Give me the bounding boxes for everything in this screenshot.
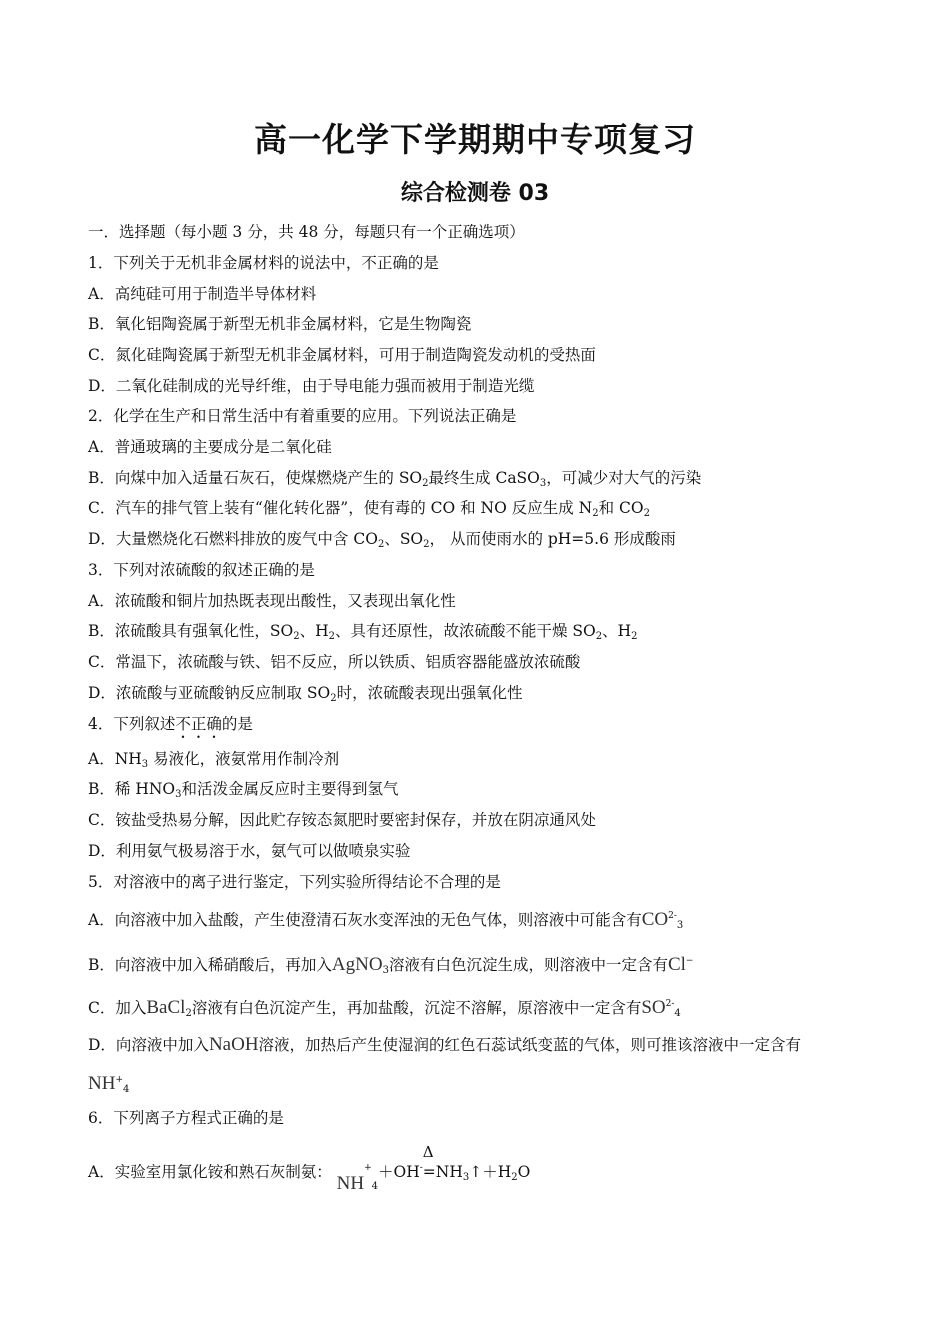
superscript: 2- [665, 999, 675, 1009]
subscript: 3 [539, 478, 547, 489]
document-line [88, 1035, 801, 1055]
text: ，可减少对大气的污染 [546, 469, 702, 487]
chemical-formula: NaOH [208, 1034, 259, 1055]
document-line [88, 498, 650, 524]
superscript: + [115, 1075, 123, 1085]
document-line [88, 314, 471, 334]
text: 溶液，加热后产生使湿润的红色石蕊试纸变蓝的气体，则可推该溶液中一定含有 [258, 1036, 802, 1054]
text: 、具有还原性，故浓硫酸不能干燥 SO [335, 622, 596, 640]
document-line [88, 437, 332, 457]
text: B．氧化铝陶瓷属于新型无机非金属材料，它是生物陶瓷 [88, 315, 472, 333]
heat-condition [422, 1143, 436, 1182]
document-line [88, 591, 456, 611]
subscript: 2 [643, 508, 650, 519]
chemical-formula: Cl [667, 954, 686, 975]
subscript: 4 [371, 1181, 378, 1192]
text: A．向溶液中加入盐酸，产生使澄清石灰水变浑浊的无色气体，则溶液中可能含有 [88, 911, 642, 929]
text: 易液化，液氨常用作制冷剂 [148, 750, 340, 768]
text: 和 CO [598, 499, 644, 517]
text: ， 从而使雨水的 pH=5.6 形成酸雨 [429, 530, 676, 548]
subscript: 2 [377, 539, 385, 550]
page-title: 高一化学下学期期中专项复习 [254, 120, 696, 159]
text: 、SO [384, 530, 424, 548]
subscript: 2 [595, 631, 603, 642]
document-line [88, 222, 525, 242]
subscript: 2 [330, 693, 337, 704]
subscript: 3 [382, 965, 389, 976]
subscript: 2 [422, 478, 429, 489]
text: 时，浓硫酸表现出强氧化性 [336, 684, 523, 702]
document-line [88, 253, 439, 273]
superscript: 2- [668, 911, 677, 921]
document-line [88, 951, 693, 981]
document-line [88, 779, 399, 805]
document-line [88, 749, 339, 775]
page-subtitle: 综合检测卷 03 [400, 181, 550, 206]
text: 的是 [221, 715, 253, 733]
text: C．铵盐受热易分解，因此贮存铵态氮肥时要密封保存，并放在阴凉通风处 [88, 811, 596, 829]
text: NH [435, 1163, 463, 1181]
chemical-formula: NH [336, 1173, 365, 1194]
text: D．向溶液中加入 [88, 1036, 209, 1054]
equals-sign: = [422, 1163, 436, 1181]
text: 、H [602, 622, 632, 640]
document-line [88, 994, 681, 1024]
text: D．大量燃烧化石燃料排放的废气中含 CO [88, 530, 378, 548]
text: A．实验室用氯化铵和熟石灰制氨： [88, 1163, 337, 1181]
text: A．高纯硅可用于制造半导体材料 [88, 285, 317, 303]
chemical-formula: BaCl [146, 997, 186, 1018]
chemical-formula: SO [641, 997, 666, 1018]
text: 5．对溶液中的离子进行鉴定，下列实验所得结论不合理的是 [88, 873, 501, 891]
subscript: 3 [462, 1172, 470, 1183]
document-line [88, 683, 523, 709]
text: D．浓硫酸与亚硫酸钠反应制取 SO [88, 684, 331, 702]
subscript: 2 [631, 631, 638, 642]
superscript: − [685, 956, 694, 966]
document-line [88, 1108, 284, 1128]
document-line [88, 560, 315, 580]
text: B．浓硫酸具有强氧化性，SO [88, 622, 294, 640]
subscript: 3 [141, 759, 149, 770]
subscript: 4 [123, 1084, 130, 1095]
text: A．NH [88, 750, 142, 768]
document-line [88, 406, 516, 426]
emphasized-text: 不正确 [175, 715, 222, 733]
text: 3．下列对浓硫酸的叙述正确的是 [88, 561, 315, 579]
document-line [88, 1070, 129, 1100]
document-line [88, 376, 534, 396]
subscript: 2 [185, 1008, 192, 1019]
subscript: 2 [423, 539, 430, 550]
text: D．二氧化硅制成的光导纤维，由于导电能力强而被用于制造光缆 [88, 377, 535, 395]
chemical-formula: AgNO [331, 954, 383, 975]
document-line [88, 652, 580, 672]
text: ↑＋H [469, 1163, 512, 1181]
subscript: 3 [676, 920, 684, 931]
superscript: + [364, 1163, 372, 1173]
text: 1．下列关于无机非金属材料的说法中，不正确的是 [88, 254, 439, 272]
subscript: 3 [175, 789, 182, 800]
document-line [88, 1143, 531, 1197]
document-line [88, 714, 253, 742]
text: 和活泼金属反应时主要得到氢气 [181, 780, 399, 798]
text: C．加入 [88, 999, 147, 1017]
chemical-formula: CO [641, 909, 669, 930]
text: A．普通玻璃的主要成分是二氧化硅 [88, 438, 332, 456]
text: C．氮化硅陶瓷属于新型无机非金属材料，可用于制造陶瓷发动机的受热面 [88, 346, 596, 364]
subscript: 4 [674, 1008, 681, 1019]
superscript: - [419, 1163, 423, 1173]
chemical-formula: NH [88, 1073, 116, 1094]
document-line [88, 345, 596, 365]
text: C．汽车的排气管上装有“催化转化器”，使有毒的 CO 和 NO 反应生成 N [88, 499, 593, 517]
text: A．浓硫酸和铜片加热既表现出酸性，又表现出氧化性 [88, 592, 456, 610]
text: B．稀 HNO [88, 780, 176, 798]
document-line [88, 810, 596, 830]
document-line [88, 284, 316, 304]
text: C．常温下，浓硫酸与铁、铝不反应，所以铁质、铝质容器能盛放浓硫酸 [88, 653, 581, 671]
text: 最终生成 CaSO [428, 469, 540, 487]
document-line [88, 841, 410, 861]
document-line [88, 529, 676, 555]
text: 溶液有白色沉淀产生，再加盐酸，沉淀不溶解，原溶液中一定含有 [191, 999, 642, 1017]
document-line [88, 621, 638, 647]
text: 一．选择题（每小题 3 分，共 48 分，每题只有一个正确选项） [88, 223, 525, 241]
text: ＋OH [378, 1163, 420, 1181]
document-line [88, 468, 701, 494]
text: D．利用氨气极易溶于水，氨气可以做喷泉实验 [88, 842, 411, 860]
text: B．向溶液中加入稀硝酸后，再加入 [88, 956, 332, 974]
text: 溶液有白色沉淀生成，则溶液中一定含有 [388, 956, 668, 974]
subscript: 2 [293, 631, 300, 642]
document-line [88, 872, 501, 892]
text: 6．下列离子方程式正确的是 [88, 1109, 284, 1127]
text: 、H [299, 622, 329, 640]
subscript: 2 [328, 631, 335, 642]
text: 2．化学在生产和日常生活中有着重要的应用。下列说法正确是 [88, 407, 517, 425]
text: 4．下列叙述 [88, 715, 176, 733]
subscript: 2 [511, 1172, 518, 1183]
document-line [88, 906, 683, 936]
text: B．向煤中加入适量石灰石，使煤燃烧产生的 SO [88, 469, 423, 487]
subscript: 2 [592, 508, 599, 519]
text: O [517, 1163, 531, 1181]
delta-symbol: Δ [422, 1143, 434, 1161]
